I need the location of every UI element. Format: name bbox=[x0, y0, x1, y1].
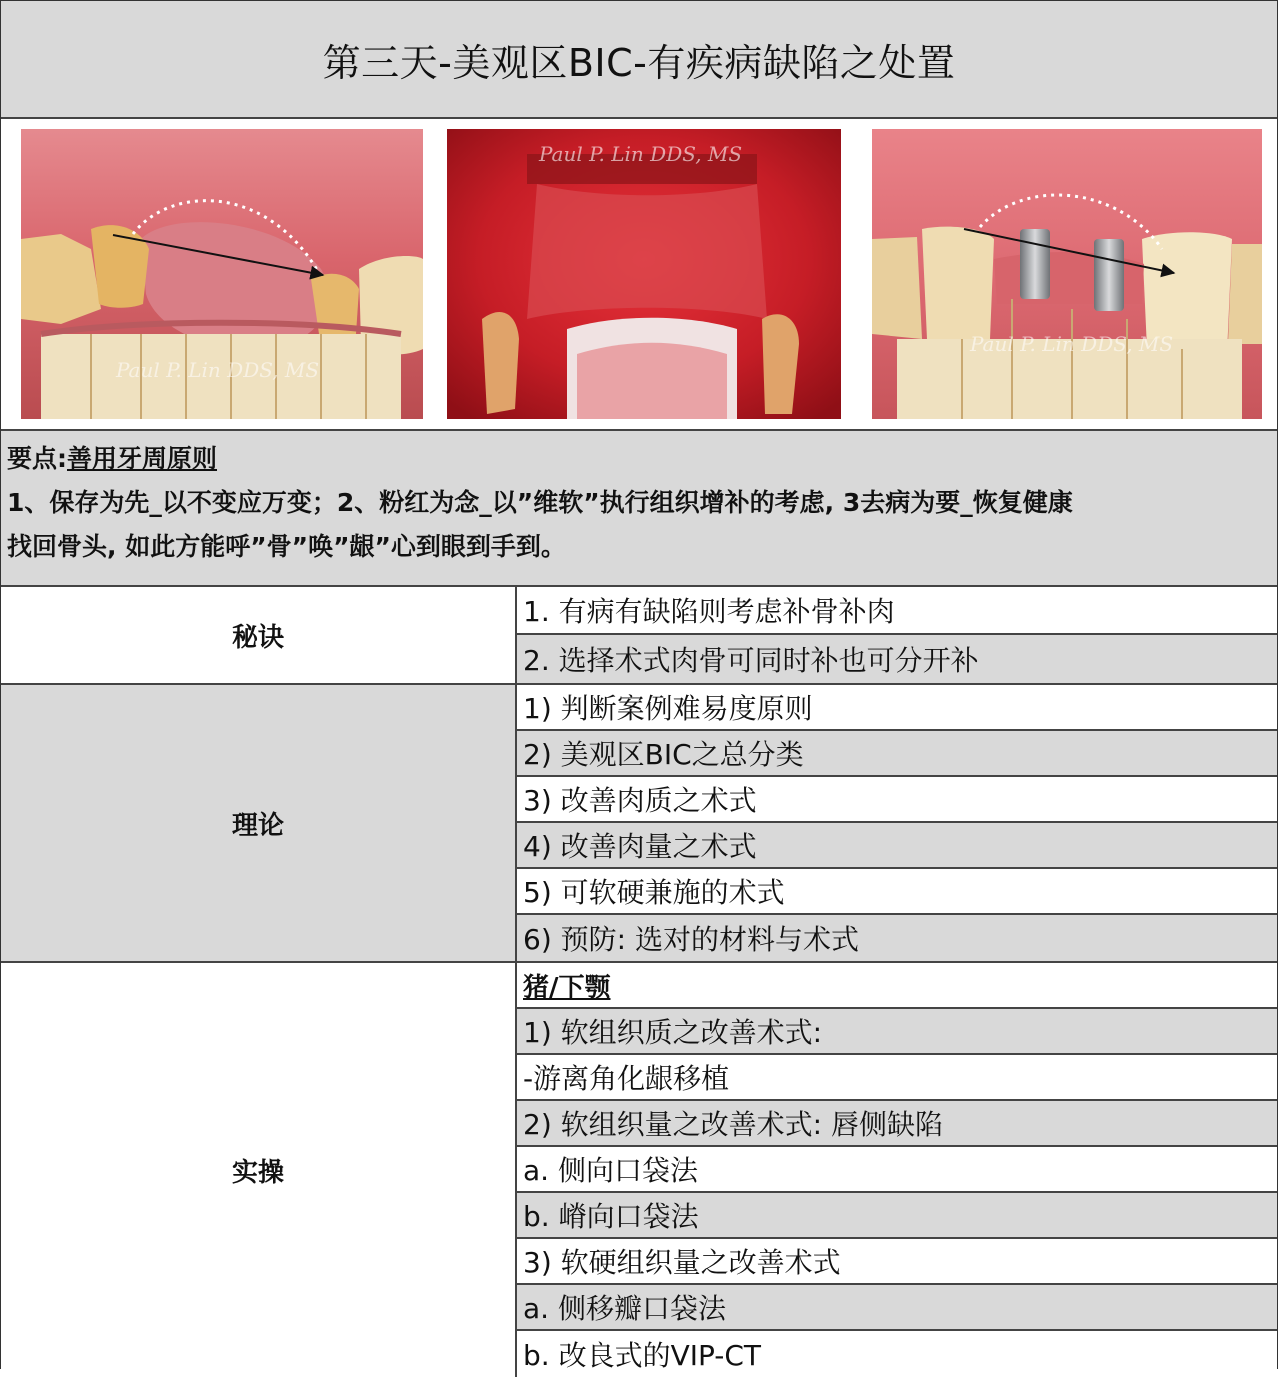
practice-item: b. 嵴向口袋法 bbox=[517, 1193, 1277, 1239]
practice-item: 2) 软组织量之改善术式: 唇侧缺陷 bbox=[517, 1101, 1277, 1147]
section-secret-items bbox=[517, 587, 1277, 683]
section-theory-label: 理论 bbox=[1, 685, 517, 961]
section-theory bbox=[1, 685, 1277, 963]
key-points-line-2: 找回骨头, 如此方能呼”骨”唤”龈”心到眼到手到。 bbox=[7, 532, 566, 561]
theory-item: 3) 改善肉质之术式 bbox=[517, 777, 1277, 823]
theory-item: 2) 美观区BIC之总分类 bbox=[517, 731, 1277, 777]
theory-item: 4) 改善肉量之术式 bbox=[517, 823, 1277, 869]
practice-item: a. 侧移瓣口袋法 bbox=[517, 1285, 1277, 1331]
section-practice-items bbox=[517, 963, 1277, 1377]
section-secret-label: 秘诀 bbox=[1, 587, 517, 683]
section-practice-label: 实操 bbox=[1, 963, 517, 1377]
section-secret bbox=[1, 587, 1277, 685]
photo-before-treatment bbox=[21, 129, 423, 419]
photo-surgical-site bbox=[447, 129, 841, 419]
theory-item: 1) 判断案例难易度原则 bbox=[517, 685, 1277, 731]
key-points-line-1: 1、保存为先_以不变应万变；2、粉红为念_以”维软”执行组织增补的考虑, 3去病为要_恢复健康 bbox=[7, 488, 1073, 517]
key-points-heading-line bbox=[7, 437, 1271, 481]
key-points bbox=[1, 431, 1277, 587]
theory-item: 5) 可软硬兼施的术式 bbox=[517, 869, 1277, 915]
section-theory-items bbox=[517, 685, 1277, 961]
practice-item: 1) 软组织质之改善术式: bbox=[517, 1009, 1277, 1055]
section-practice bbox=[1, 963, 1277, 1377]
key-points-heading: 善用牙周原则 bbox=[67, 444, 218, 473]
photo-watermark-1: Paul P. Lin DDS, MS bbox=[116, 358, 320, 382]
practice-item: 3) 软硬组织量之改善术式 bbox=[517, 1239, 1277, 1285]
practice-item: -游离角化龈移植 bbox=[517, 1055, 1277, 1101]
practice-item: b. 改良式的VIP-CT bbox=[517, 1331, 1277, 1377]
photo-watermark-2: Paul P. Lin DDS, MS bbox=[539, 142, 743, 166]
photo-watermark-3: Paul P. Lin DDS, MS bbox=[970, 332, 1174, 356]
secret-item: 1. 有病有缺陷则考虑补骨补肉 bbox=[517, 587, 1277, 635]
page-title: 第三天-美观区BIC-有疾病缺陷之处置 bbox=[1, 1, 1277, 119]
secret-item: 2. 选择术式肉骨可同时补也可分开补 bbox=[517, 635, 1277, 683]
theory-item: 6) 预防: 选对的材料与术式 bbox=[517, 915, 1277, 961]
photo-implants bbox=[872, 129, 1262, 419]
clinical-photos bbox=[1, 119, 1277, 431]
practice-subheading: 猪/下颚 bbox=[517, 963, 1277, 1009]
practice-item: a. 侧向口袋法 bbox=[517, 1147, 1277, 1193]
key-points-label: 要点: bbox=[7, 444, 67, 473]
